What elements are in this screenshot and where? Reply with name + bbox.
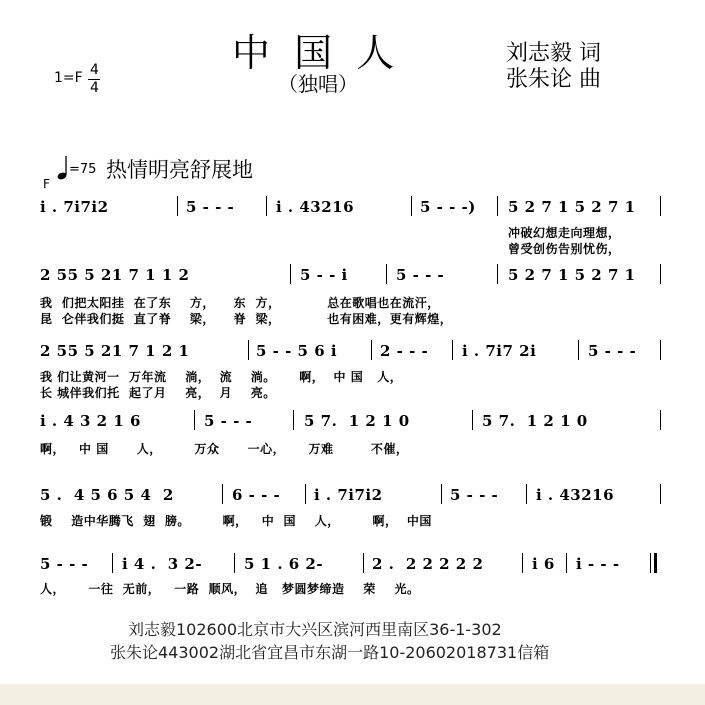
measure: 5 - - - — [450, 486, 499, 504]
barline — [290, 264, 291, 284]
barline — [472, 410, 473, 430]
measure: i . 4 3 2 1 6 — [40, 412, 141, 430]
tempo-key-small: F — [43, 177, 50, 191]
barline — [660, 410, 661, 430]
barline — [497, 264, 498, 284]
lyric-line: 曾受创伤告别忧伤， — [508, 242, 621, 256]
measure: 5 - - 5 6 i — [256, 342, 338, 360]
barline — [177, 196, 178, 216]
measure: i 6 — [532, 555, 555, 573]
tempo-expression: 热情明亮舒展地 — [106, 158, 253, 182]
song-title: 中 国 人 — [232, 31, 401, 75]
barline — [660, 264, 661, 284]
barline — [566, 553, 567, 573]
measure: i 4 . 3 2- — [122, 555, 203, 573]
composer-credit: 张朱论 曲 — [506, 67, 601, 92]
footer-address-1: 刘志毅102600北京市大兴区滨河西里南区36-1-302 — [128, 620, 502, 639]
measure: 2 55 5 21 7 1 1 2 — [40, 266, 190, 284]
bottom-strip — [0, 684, 705, 705]
footer-address-2: 张朱论443002湖北省宜昌市东湖一路10-20602018731信箱 — [110, 643, 550, 662]
key-signature: 1=F — [54, 70, 83, 86]
measure: 5 - - - — [204, 412, 253, 430]
measure: i . 43216 — [276, 198, 355, 216]
measure: 5 - - - — [588, 342, 637, 360]
barline — [578, 340, 579, 360]
lyric-line: 长 城伴我们托 起了月 亮， 月 亮。 — [40, 386, 276, 400]
lyric-line: 昆 仑伴我们挺 直了脊 梁， 脊 梁， 也有困难，更有辉煌， — [40, 312, 453, 326]
barline — [371, 340, 372, 360]
song-subtitle: （独唱） — [278, 72, 358, 96]
barline — [194, 410, 195, 430]
measure: 5 7. 1 2 1 0 — [482, 412, 588, 430]
measure: 5 - - i — [300, 266, 348, 284]
barline — [452, 340, 453, 360]
measure: 5 . 4 5 6 5 4 2 — [40, 486, 174, 504]
final-barline-thick — [654, 553, 657, 573]
barline — [526, 484, 527, 504]
final-barline-thin — [650, 553, 651, 573]
measure: i . 7i7i2 — [40, 198, 109, 216]
measure: 5 - - -) — [420, 198, 476, 216]
barline — [222, 484, 223, 504]
tempo-bpm: =75 — [69, 162, 97, 177]
measure: 5 2 7 1 5 2 7 1 — [508, 198, 636, 216]
measure: 5 - - - — [40, 555, 89, 573]
barline — [497, 196, 498, 216]
measure: 2 . 2 2 2 2 2 — [372, 555, 484, 573]
lyric-line: 冲破幻想走向理想， — [508, 226, 621, 240]
measure: 5 - - - — [186, 198, 235, 216]
measure: 6 - - - — [232, 486, 281, 504]
barline — [266, 196, 267, 216]
measure: 2 55 5 21 7 1 2 1 — [40, 342, 190, 360]
barline — [411, 196, 412, 216]
measure: 5 - - - — [396, 266, 445, 284]
barline — [386, 264, 387, 284]
time-signature-rule — [88, 79, 100, 80]
measure: 5 7. 1 2 1 0 — [304, 412, 410, 430]
lyric-line: 我 们把太阳挂 在了东 方， 东 方， 总在歌唱也在流汗， — [40, 296, 440, 310]
measure: i - - - — [576, 555, 620, 573]
barline — [441, 484, 442, 504]
barline — [112, 553, 113, 573]
measure: i . 43216 — [536, 486, 615, 504]
barline — [660, 340, 661, 360]
measure: 5 1 . 6 2- — [244, 555, 324, 573]
measure: i . 7i7i2 — [314, 486, 383, 504]
measure: 2 - - - — [380, 342, 429, 360]
lyricist-credit: 刘志毅 词 — [506, 41, 601, 66]
barline — [522, 553, 523, 573]
barline — [293, 410, 294, 430]
lyric-line: 我 们让黄河一 万年流 淌， 流 淌。 啊， 中 国 人， — [40, 370, 403, 384]
time-signature-bottom: 4 — [90, 80, 99, 96]
tempo-note-icon — [56, 154, 70, 182]
barline — [248, 340, 249, 360]
time-signature-top: 4 — [90, 62, 99, 78]
measure: i . 7i7 2i — [462, 342, 537, 360]
barline — [305, 484, 306, 504]
lyric-line: 人， 一往 无前， 一路 顺风， 追 梦圆梦缔造 荣 光。 — [40, 582, 420, 596]
barline — [660, 196, 661, 216]
lyric-line: 锻 造中华腾飞 翅 膀。 啊， 中 国 人， 啊， 中国 — [40, 514, 432, 528]
barline — [234, 553, 235, 573]
measure: 5 2 7 1 5 2 7 1 — [508, 266, 636, 284]
barline — [660, 484, 661, 504]
barline — [363, 553, 364, 573]
lyric-line: 啊， 中 国 人， 万众 一心， 万难 不催， — [40, 442, 409, 456]
